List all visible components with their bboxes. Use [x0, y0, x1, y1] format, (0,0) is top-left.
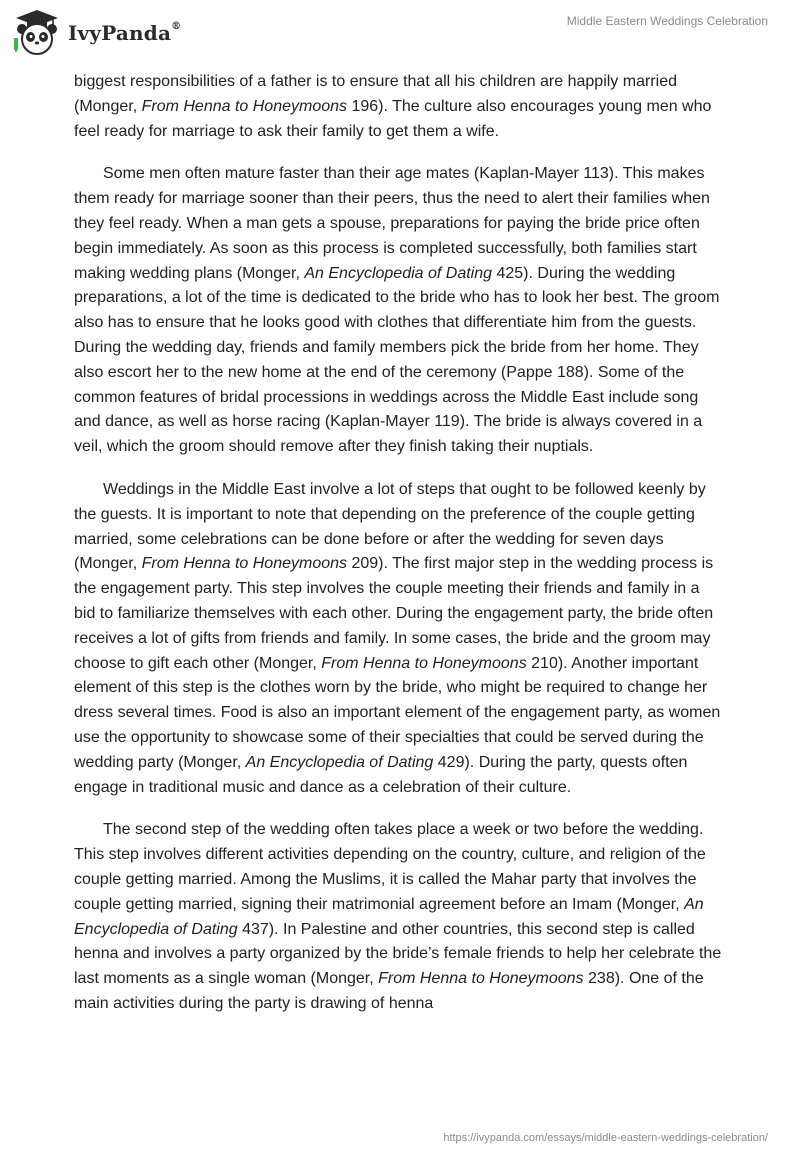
paragraph-text: The second step of the wedding often takes place a week or two before the wedding. This step involves different activities depending on the country, culture, and religion of the couple getting married. Among the Muslims, it is called the Mahar party that involves the couple getting married, signing their matrimonial agreement before an Imam (Monger, [74, 821, 706, 913]
brand-name [68, 21, 181, 45]
essay-paragraph [74, 818, 724, 1016]
essay-paragraph [74, 478, 724, 800]
paragraph-text: 210). Another important element of this step is the clothes worn by the bride, who might be required to change her dress several times. Food is also an important element of the engagement party, as women use the opportunity to showcase some of their specialties that could be served during the wedding party (Monger, [74, 654, 721, 771]
paragraph-text: Some men often mature faster than their age mates (Kaplan-Mayer 113). This makes them ready for marriage sooner than their peers, thus the need to alert their families when they feel ready. When a man gets a spouse, preparations for paying the bride price often begin immediately. As soon as this process is completed successfully, both families start making wedding plans (Monger, [74, 165, 710, 282]
essay-body [74, 70, 724, 1035]
paragraph-text: biggest responsibilities of a father is to ensure that all his children are happily married (Monger, [74, 73, 677, 115]
paragraph-text: 437). In Palestine and other countries, this second step is called henna and involves a party organized by the bride’s female friends to help her celebrate the last moments as a single woman (Monger, [74, 920, 722, 988]
paragraph-text: 425). During the wedding preparations, a lot of the time is dedicated to the bride who has to look her best. The groom also has to ensure that he looks good with clothes that differentiate him from the guests. During the wedding day, friends and family members pick the bride from her home. They also escort her to the new home at the end of the ceremony (Pappe 188). Some of the common features of bridal processions in weddings across the Middle East include song and dance, as well as horse racing (Kaplan-Mayer 119). The bride is always covered in a veil, which the groom should remove after they finish taking their nuptials. [74, 264, 720, 456]
paragraph-text: 196). The culture also encourages young men who feel ready for marriage to ask their family to get them a wife. [74, 97, 712, 140]
cited-title: From Henna to Honeymoons [321, 654, 527, 672]
essay-paragraph [74, 162, 724, 460]
registered-mark: ® [171, 21, 182, 33]
cited-title: From Henna to Honeymoons [141, 97, 348, 115]
paragraph-text: 238). One of the main activities during the party is drawing of henna [74, 970, 704, 1012]
cited-title: An Encyclopedia of Dating [304, 264, 493, 282]
page-header [0, 0, 800, 62]
brand-logo-link[interactable] [12, 8, 181, 56]
brand-name-text: IvyPanda [68, 21, 172, 45]
cited-title: An Encyclopedia of Dating [245, 753, 434, 771]
document-title: Middle Eastern Weddings Celebration [566, 14, 768, 28]
essay-paragraph [74, 70, 724, 144]
cited-title: From Henna to Honeymoons [141, 555, 348, 573]
source-url-link[interactable]: https://ivypanda.com/essays/middle-eastern-weddings-celebration/ [443, 1132, 768, 1144]
cited-title: An Encyclopedia of Dating [74, 895, 704, 938]
panda-graduate-logo-icon [12, 8, 62, 56]
paragraph-text: 429). During the party, quests often engage in traditional music and dance as a celebration of their culture. [74, 753, 688, 796]
cited-title: From Henna to Honeymoons [378, 970, 584, 988]
paragraph-text: 209). The first major step in the wedding process is the engagement party. This step involves the couple meeting their friends and family in a bid to familiarize themselves with each other. During the engagement party, the bride often receives a lot of gifts from friends and family. In some cases, the bride and the groom may choose to gift each other (Monger, [74, 555, 714, 672]
paragraph-text: Weddings in the Middle East involve a lot of steps that ought to be followed keenly by the guests. It is important to note that depending on the preference of the couple getting married, some celebrations can be done before or after the wedding for seven days (Monger, [74, 480, 706, 573]
